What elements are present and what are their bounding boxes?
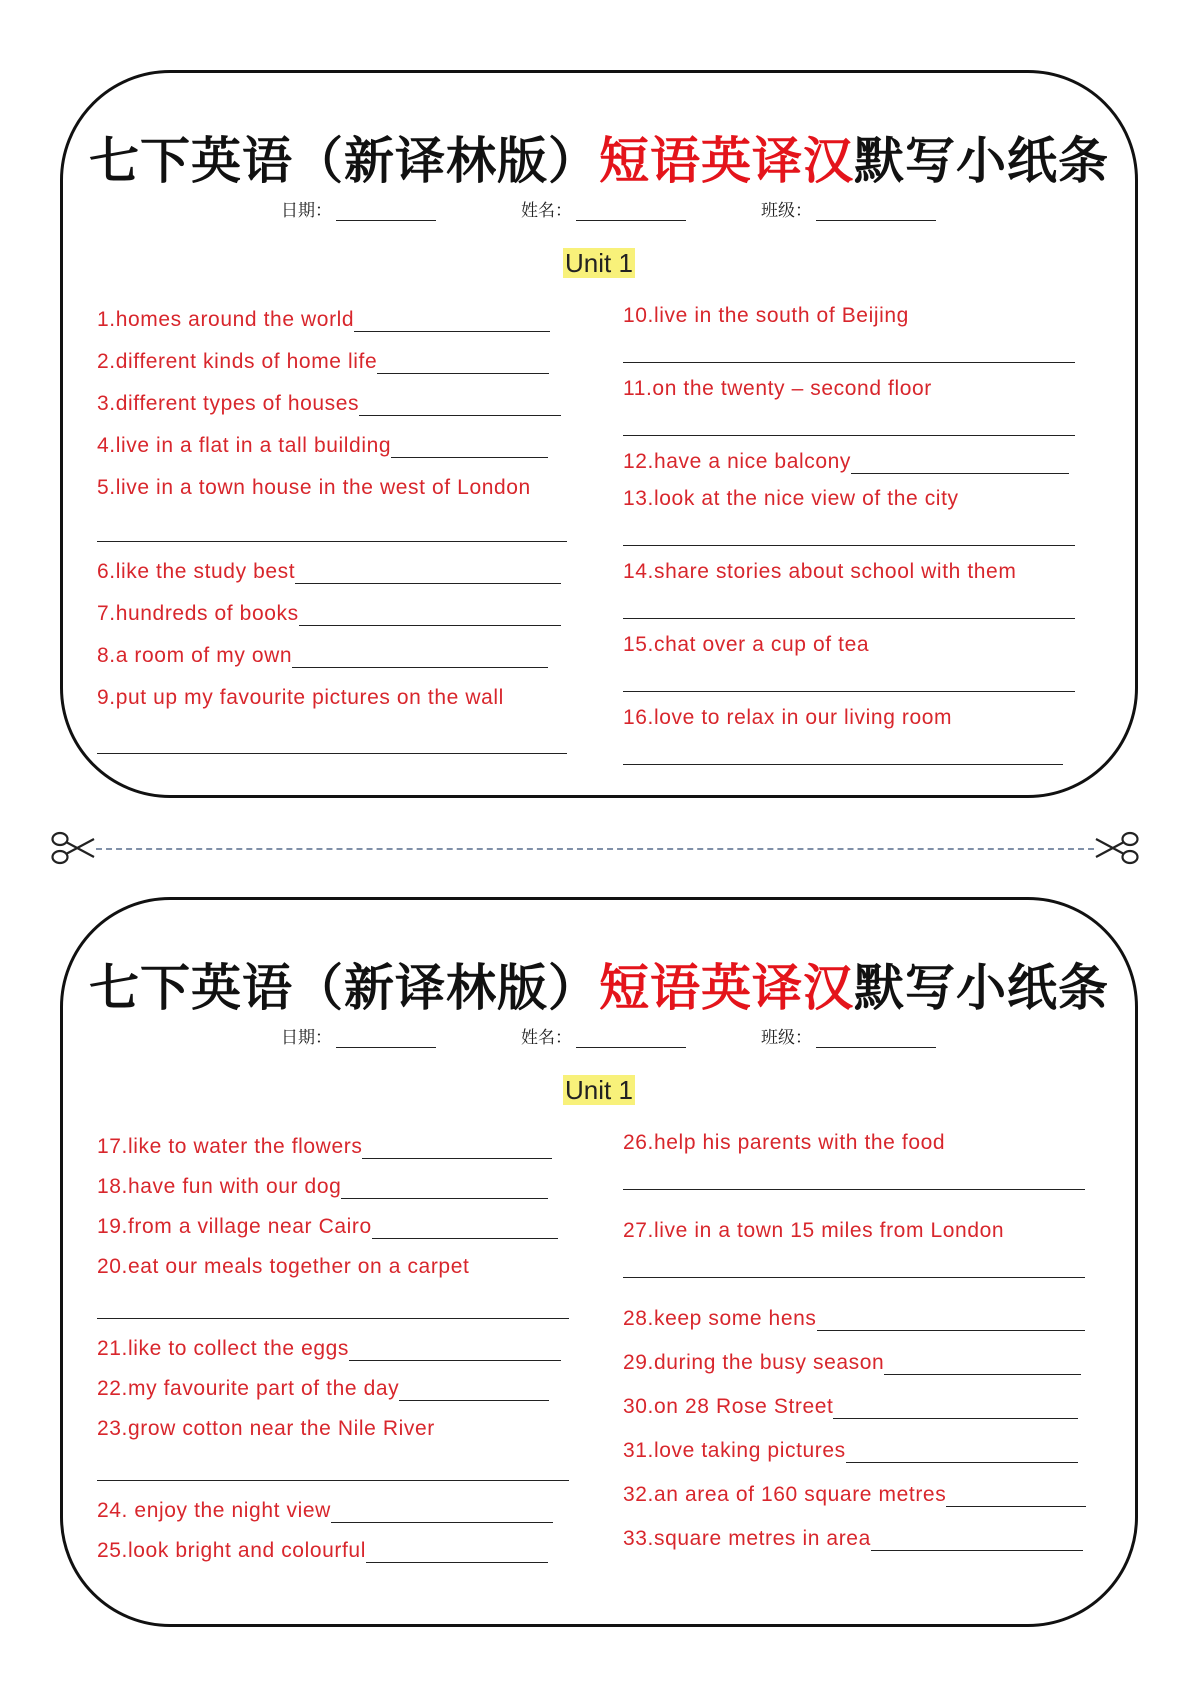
phrase-text: 22.my favourite part of the day [97, 1377, 400, 1400]
list-item [97, 1135, 552, 1159]
dictation-card-2 [60, 897, 1138, 1627]
title-red: 短语英译汉 [599, 131, 854, 190]
list-item [623, 377, 932, 401]
answer-blank[interactable] [292, 647, 548, 668]
phrase-text: 1.homes around the world [97, 308, 355, 331]
answer-blank[interactable] [623, 435, 1075, 436]
answer-blank[interactable] [97, 753, 567, 754]
list-item [623, 706, 952, 730]
list-item [97, 1377, 549, 1401]
phrase-text: 7.hundreds of books [97, 602, 299, 625]
list-item [623, 304, 909, 328]
list-item [623, 487, 959, 511]
answer-blank[interactable] [846, 1442, 1078, 1463]
answer-blank[interactable] [871, 1530, 1083, 1551]
phrase-text: 9.put up my favourite pictures on the wall [97, 686, 504, 709]
answer-blank[interactable] [295, 563, 561, 584]
name-field[interactable]: 姓名： [521, 196, 686, 221]
phrase-text: 17.like to water the flowers [97, 1135, 363, 1158]
answer-blank[interactable] [946, 1486, 1086, 1507]
list-item [97, 350, 549, 374]
answer-blank[interactable] [623, 1277, 1085, 1278]
list-item [97, 1539, 548, 1563]
list-item [97, 1499, 553, 1523]
phrase-text: 13.look at the nice view of the city [623, 487, 959, 510]
list-item [623, 1351, 1081, 1375]
phrase-text: 11.on the twenty – second floor [623, 377, 932, 400]
phrase-text: 5.live in a town house in the west of London [97, 476, 531, 499]
list-item [97, 602, 561, 626]
answer-blank[interactable] [817, 1310, 1085, 1331]
answer-blank[interactable] [341, 1178, 548, 1199]
title-tail: 默写小纸条 [854, 958, 1109, 1017]
title-black: 七下英语（新译林版） [89, 958, 599, 1017]
answer-blank[interactable] [377, 353, 549, 374]
phrase-text: 25.look bright and colourful [97, 1539, 366, 1562]
answer-blank[interactable] [97, 541, 567, 542]
answer-blank[interactable] [623, 618, 1075, 619]
list-item [623, 560, 1016, 584]
phrase-text: 27.live in a town 15 miles from London [623, 1219, 1005, 1242]
phrase-text: 30.on 28 Rose Street [623, 1395, 834, 1418]
list-item [97, 476, 531, 500]
phrase-text: 3.different types of houses [97, 392, 360, 415]
phrase-text: 20.eat our meals together on a carpet [97, 1255, 470, 1278]
title-tail: 默写小纸条 [854, 131, 1109, 190]
phrase-text: 14.share stories about school with them [623, 560, 1017, 583]
answer-blank[interactable] [372, 1218, 558, 1239]
list-item [97, 1417, 435, 1441]
card-title [63, 121, 1135, 193]
list-item [623, 1527, 1083, 1551]
phrase-text: 28.keep some hens [623, 1307, 817, 1330]
answer-blank[interactable] [623, 362, 1075, 363]
list-item [623, 1307, 1085, 1331]
dictation-card-1 [60, 70, 1138, 798]
class-field[interactable]: 班级： [761, 196, 936, 221]
phrase-text: 24. enjoy the night view [97, 1499, 331, 1522]
phrase-text: 31.love taking pictures [623, 1439, 846, 1462]
answer-blank[interactable] [349, 1340, 561, 1361]
class-field[interactable]: 班级： [761, 1023, 936, 1048]
answer-blank[interactable] [623, 764, 1063, 765]
answer-blank[interactable] [97, 1480, 569, 1481]
student-info-row [63, 1023, 1135, 1047]
list-item [97, 392, 561, 416]
list-item [623, 450, 1069, 474]
phrase-text: 2.different kinds of home life [97, 350, 378, 373]
answer-blank[interactable] [366, 1542, 548, 1563]
answer-blank[interactable] [623, 1189, 1085, 1190]
phrase-text: 15.chat over a cup of tea [623, 633, 870, 656]
list-item [97, 1337, 561, 1361]
phrase-text: 10.live in the south of Beijing [623, 304, 909, 327]
list-item [97, 1215, 558, 1239]
list-item [623, 633, 869, 657]
unit-heading: Unit 1 [565, 248, 633, 278]
name-field[interactable]: 姓名： [521, 1023, 686, 1048]
list-item [97, 308, 550, 332]
phrase-text: 26.help his parents with the food [623, 1131, 946, 1154]
answer-blank[interactable] [391, 437, 548, 458]
answer-blank[interactable] [851, 453, 1069, 474]
title-red: 短语英译汉 [599, 958, 854, 1017]
phrase-text: 19.from a village near Cairo [97, 1215, 372, 1238]
phrase-text: 29.during the busy season [623, 1351, 885, 1374]
answer-blank[interactable] [623, 691, 1075, 692]
answer-blank[interactable] [884, 1354, 1081, 1375]
date-field[interactable]: 日期： [281, 1023, 436, 1048]
phrase-text: 16.love to relax in our living room [623, 706, 953, 729]
student-info-row [63, 196, 1135, 220]
list-item [97, 1255, 469, 1279]
list-item [97, 1175, 548, 1199]
phrase-text: 6.like the study best [97, 560, 296, 583]
list-item [97, 644, 548, 668]
date-field[interactable]: 日期： [281, 196, 436, 221]
dashed-cut-line [96, 848, 1094, 850]
answer-blank[interactable] [833, 1398, 1078, 1419]
phrase-text: 21.like to collect the eggs [97, 1337, 350, 1360]
phrase-text: 12.have a nice balcony [623, 450, 852, 473]
answer-blank[interactable] [399, 1380, 549, 1401]
title-black: 七下英语（新译林版） [89, 131, 599, 190]
answer-blank[interactable] [359, 395, 561, 416]
phrase-text: 18.have fun with our dog [97, 1175, 342, 1198]
card-title [63, 948, 1135, 1020]
answer-blank[interactable] [623, 545, 1075, 546]
phrase-text: 4.live in a flat in a tall building [97, 434, 392, 457]
list-item [623, 1439, 1078, 1463]
list-item [623, 1395, 1078, 1419]
phrase-text: 8.a room of my own [97, 644, 293, 667]
phrase-text: 23.grow cotton near the Nile River [97, 1417, 435, 1440]
phrase-text: 33.square metres in area [623, 1527, 871, 1550]
unit-heading: Unit 1 [565, 1075, 633, 1105]
phrase-text: 32.an area of 160 square metres [623, 1483, 947, 1506]
answer-blank[interactable] [97, 1318, 569, 1319]
list-item [97, 686, 504, 710]
cut-line [50, 830, 1140, 866]
answer-blank[interactable] [354, 311, 550, 332]
list-item [97, 560, 561, 584]
answer-blank[interactable] [362, 1138, 552, 1159]
scissors-icon [1094, 830, 1140, 866]
list-item [623, 1219, 1004, 1243]
list-item [623, 1483, 1086, 1507]
list-item [623, 1131, 945, 1155]
answer-blank[interactable] [299, 605, 561, 626]
scissors-icon [50, 830, 96, 866]
list-item [97, 434, 548, 458]
answer-blank[interactable] [331, 1502, 553, 1523]
